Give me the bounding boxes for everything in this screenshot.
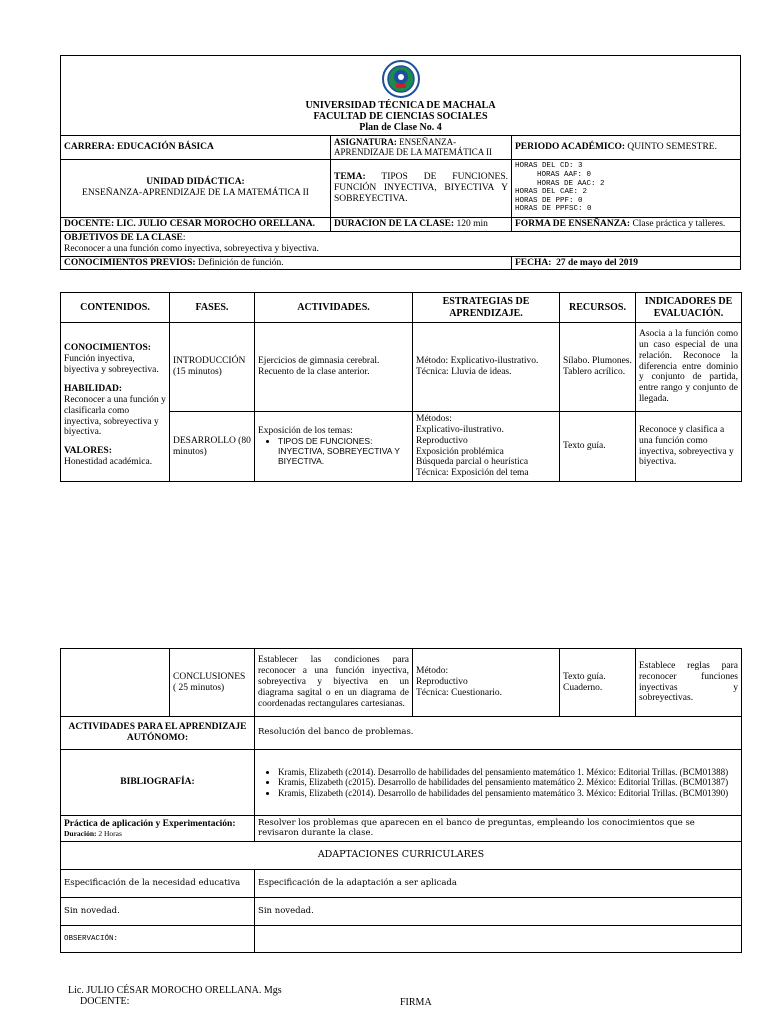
unidad-label: UNIDAD DIDÁCTICA: bbox=[146, 177, 245, 188]
estrategia-line: Técnica: Exposición del tema bbox=[416, 468, 529, 479]
valores-title: VALORES: bbox=[64, 446, 112, 457]
carrera-cell bbox=[61, 136, 331, 160]
periodo-cell bbox=[512, 136, 741, 160]
recursos-conclusiones bbox=[560, 649, 636, 717]
unidad-cell bbox=[61, 159, 331, 217]
fase-conclusiones-duration: ( 25 minutos) bbox=[173, 682, 225, 693]
faculty-name: FACULTAD DE CIENCIAS SOCIALES bbox=[313, 111, 488, 122]
list-item: • Kramis, Elizabeth (c2014). Desarrollo de habilidades del pensamiento matemático 3. México: Editorial Trillas. (BCM01390) bbox=[278, 788, 738, 798]
carrera-label: CARRERA: EDUCACIÓN BÁSICA bbox=[64, 141, 214, 152]
bibliografia-label: BIBLIOGRAFÍA: bbox=[61, 750, 255, 816]
horas-cae: HORAS DEL CAE: 2 bbox=[515, 188, 588, 197]
actividades-desarrollo-list bbox=[258, 437, 409, 466]
conocimientos-previos-cell bbox=[61, 256, 512, 270]
practica-duracion-label: Duración: bbox=[64, 828, 97, 838]
plan-number: Plan de Clase No. 4 bbox=[359, 122, 442, 133]
estrategia-line: Reproductivo bbox=[416, 435, 468, 446]
col-header-recursos: RECURSOS. bbox=[560, 293, 636, 323]
list-item: • Kramis, Elizabeth (c2014). Desarrollo de habilidades del pensamiento matemático 1. México: Editorial Trillas. (BCM01388) bbox=[278, 767, 738, 777]
fase-introduccion: INTRODUCCIÓN (15 minutos) bbox=[170, 323, 255, 412]
actividades-desarrollo bbox=[255, 412, 413, 482]
duracion-label: DURACION DE LA CLASE: bbox=[334, 218, 455, 229]
university-name: UNIVERSIDAD TÉCNICA DE MACHALA bbox=[305, 100, 496, 111]
asignatura-label: ASIGNATURA: bbox=[334, 137, 397, 147]
asignatura-cell bbox=[331, 136, 512, 160]
plan-table bbox=[60, 292, 742, 482]
forma-cell bbox=[512, 217, 741, 231]
duracion-cell bbox=[331, 217, 512, 231]
conocimientos-label: CONOCIMIENTOS PREVIOS: bbox=[64, 257, 196, 268]
indicadores-introduccion: Asocia a la función como un caso especial de una relación. Reconoce la diferencia entre dominio y conjunto de partida, entre rango y conjunto de llegada. bbox=[636, 323, 742, 412]
valores-text: Honestidad académica. bbox=[64, 457, 153, 468]
asignatura-value: ENSEÑANZA-APRENDIZAJE DE LA MATEMÁTICA II bbox=[334, 137, 492, 158]
bibliografia-list bbox=[258, 767, 738, 798]
observacion-value bbox=[255, 926, 742, 953]
periodo-label: PERIODO ACADÉMICO: bbox=[515, 141, 626, 152]
horas-cell bbox=[512, 159, 741, 217]
recursos-introduccion: Sílabo. Plumones. Tablero acrílico. bbox=[560, 323, 636, 412]
docente-cell bbox=[61, 217, 331, 231]
actividades-introduccion: Ejercicios de gimnasia cerebral. Recuento de la clase anterior. bbox=[255, 323, 413, 412]
autonomo-label: ACTIVIDADES PARA EL APRENDIZAJE AUTÓNOMO: bbox=[61, 717, 255, 750]
col-header-actividades: ACTIVIDADES. bbox=[255, 293, 413, 323]
university-seal-icon bbox=[382, 60, 420, 98]
objetivos-value: Reconocer a una función como inyectiva, sobreyectiva y biyectiva. bbox=[64, 243, 319, 254]
estrategias-conclusiones bbox=[413, 649, 560, 717]
estrategia-line: Reproductivo bbox=[416, 677, 468, 688]
recurso-line: Cuaderno. bbox=[563, 682, 603, 693]
habilidad-text: Reconocer a una función y clasificarla como inyectiva, sobreyectiva y biyectiva. bbox=[64, 394, 166, 438]
estrategia-line: Técnica: Cuestionario. bbox=[416, 687, 502, 698]
actividades-conclusiones: Establecer las condiciones para reconocer a una función inyectiva, sobreyectiva y biyectiva en un diagrama sagital o en un diagrama de coordenadas rectangulares cartesianas. bbox=[255, 649, 413, 717]
contenidos-cell bbox=[61, 323, 170, 482]
estrategia-line: Exposición problémica bbox=[416, 446, 504, 457]
firma-label: FIRMA bbox=[400, 997, 432, 1008]
estrategia-line: Búsqueda parcial o heurística bbox=[416, 457, 529, 468]
adaptacion-header: Especificación de la adaptación a ser aplicada bbox=[255, 870, 742, 898]
fecha-label: FECHA: bbox=[515, 257, 552, 268]
practica-label: Práctica de aplicación y Experimentación: bbox=[64, 818, 236, 829]
necesidad-header: Especificación de la necesidad educativa bbox=[61, 870, 255, 898]
observacion-label: OBSERVACIÓN: bbox=[61, 926, 255, 953]
title-cell bbox=[61, 56, 741, 136]
teacher-role: DOCENTE: bbox=[80, 996, 130, 1007]
conocimientos-title: CONOCIMIENTOS: bbox=[64, 343, 151, 353]
objetivos-cell: OBJETIVOS DE LA CLASE: Reconocer a una función como inyectiva, sobreyectiva y biyectiva. bbox=[61, 231, 741, 256]
col-header-fases: FASES. bbox=[170, 293, 255, 323]
actividades-desarrollo-intro: Exposición de los temas: bbox=[258, 426, 353, 437]
list-item: • TIPOS DE FUNCIONES: INYECTIVA, SOBREYECTIVA Y BIYECTIVA. bbox=[278, 437, 409, 466]
col-header-estrategias: ESTRATEGIAS DE APRENDIZAJE. bbox=[413, 293, 560, 323]
tema-label: TEMA: bbox=[334, 171, 366, 182]
fecha-value: 27 de mayo del 2019 bbox=[556, 257, 638, 268]
tema-cell bbox=[331, 159, 512, 217]
header-table bbox=[60, 55, 741, 270]
indicadores-desarrollo: Reconoce y clasifica a una función como inyectiva, sobreyectiva y biyectiva. bbox=[636, 412, 742, 482]
adaptaciones-title: ADAPTACIONES CURRICULARES bbox=[61, 842, 742, 870]
docente-label: DOCENTE: LIC. JULIO CESAR MOROCHO ORELLANA. bbox=[64, 218, 315, 229]
estrategia-line: Explicativo-ilustrativo. bbox=[416, 424, 504, 435]
fase-desarrollo: DESARROLLO (80 minutos) bbox=[170, 412, 255, 482]
autonomo-value: Resolución del banco de problemas. bbox=[255, 717, 742, 750]
empty-cell bbox=[61, 649, 170, 717]
periodo-value: QUINTO SEMESTRE. bbox=[627, 141, 717, 152]
duracion-value: 120 min bbox=[456, 218, 488, 229]
signature-block bbox=[68, 985, 728, 1007]
practica-duracion-value: 2 Horas bbox=[98, 828, 122, 838]
list-item: • Kramis, Elizabeth (c2015). Desarrollo de habilidades del pensamiento matemático 2. México: Editorial Trillas. (BCM01387) bbox=[278, 777, 738, 787]
practica-label-cell bbox=[61, 816, 255, 842]
col-header-contenidos: CONTENIDOS. bbox=[61, 293, 170, 323]
objetivos-label: OBJETIVOS DE LA CLASE bbox=[64, 232, 183, 243]
col-header-indicadores: INDICADORES DE EVALUACIÓN. bbox=[636, 293, 742, 323]
unidad-value: ENSEÑANZA-APRENDIZAJE DE LA MATEMÁTICA II bbox=[82, 188, 309, 199]
horas-aac: HORAS DE AAC: 2 bbox=[537, 179, 605, 188]
practica-value: Resolver los problemas que aparecen en el banco de preguntas, empleando los conocimientos que se revisaron durante la clase. bbox=[255, 816, 742, 842]
horas-cd: HORAS DEL CD: 3 bbox=[515, 162, 583, 171]
forma-label: FORMA DE ENSEÑANZA: bbox=[515, 218, 631, 229]
habilidad-title: HABILIDAD: bbox=[64, 383, 123, 394]
indicadores-conclusiones: Establece reglas para reconocer funciones inyectivas y sobreyectivas. bbox=[636, 649, 742, 717]
conocimientos-value: Definición de función. bbox=[197, 257, 284, 268]
bibliografia-cell bbox=[255, 750, 742, 816]
estrategia-line: Métodos: bbox=[416, 413, 452, 424]
recursos-desarrollo: Texto guía. bbox=[560, 412, 636, 482]
bottom-table bbox=[60, 648, 742, 953]
horas-aaf: HORAS AAF: 0 bbox=[537, 170, 592, 179]
estrategias-introduccion: Método: Explicativo-ilustrativo. Técnica: Lluvia de ideas. bbox=[413, 323, 560, 412]
conocimientos-text: Función inyectiva, biyectiva y sobreyectiva. bbox=[64, 353, 159, 375]
estrategias-desarrollo bbox=[413, 412, 560, 482]
necesidad-value: Sin novedad. bbox=[61, 898, 255, 926]
fase-conclusiones-label: CONCLUSIONES bbox=[173, 671, 246, 682]
teacher-name: Lic. JULIO CÉSAR MOROCHO ORELLANA. Mgs bbox=[68, 985, 282, 996]
tema-value: TIPOS DE FUNCIONES. FUNCIÓN INYECTIVA, BIYECTIVA Y SOBREYECTIVA. bbox=[334, 171, 508, 204]
forma-value: Clase práctica y talleres. bbox=[632, 218, 726, 229]
horas-ppfsc: HORAS DE PPFSC: 0 bbox=[515, 205, 592, 214]
fase-conclusiones bbox=[170, 649, 255, 717]
horas-ppf: HORAS DE PPF: 0 bbox=[515, 196, 583, 205]
fecha-cell bbox=[512, 256, 741, 270]
adaptacion-value: Sin novedad. bbox=[255, 898, 742, 926]
recurso-line: Texto guía. bbox=[563, 671, 606, 682]
estrategia-line: Método: bbox=[416, 666, 449, 677]
